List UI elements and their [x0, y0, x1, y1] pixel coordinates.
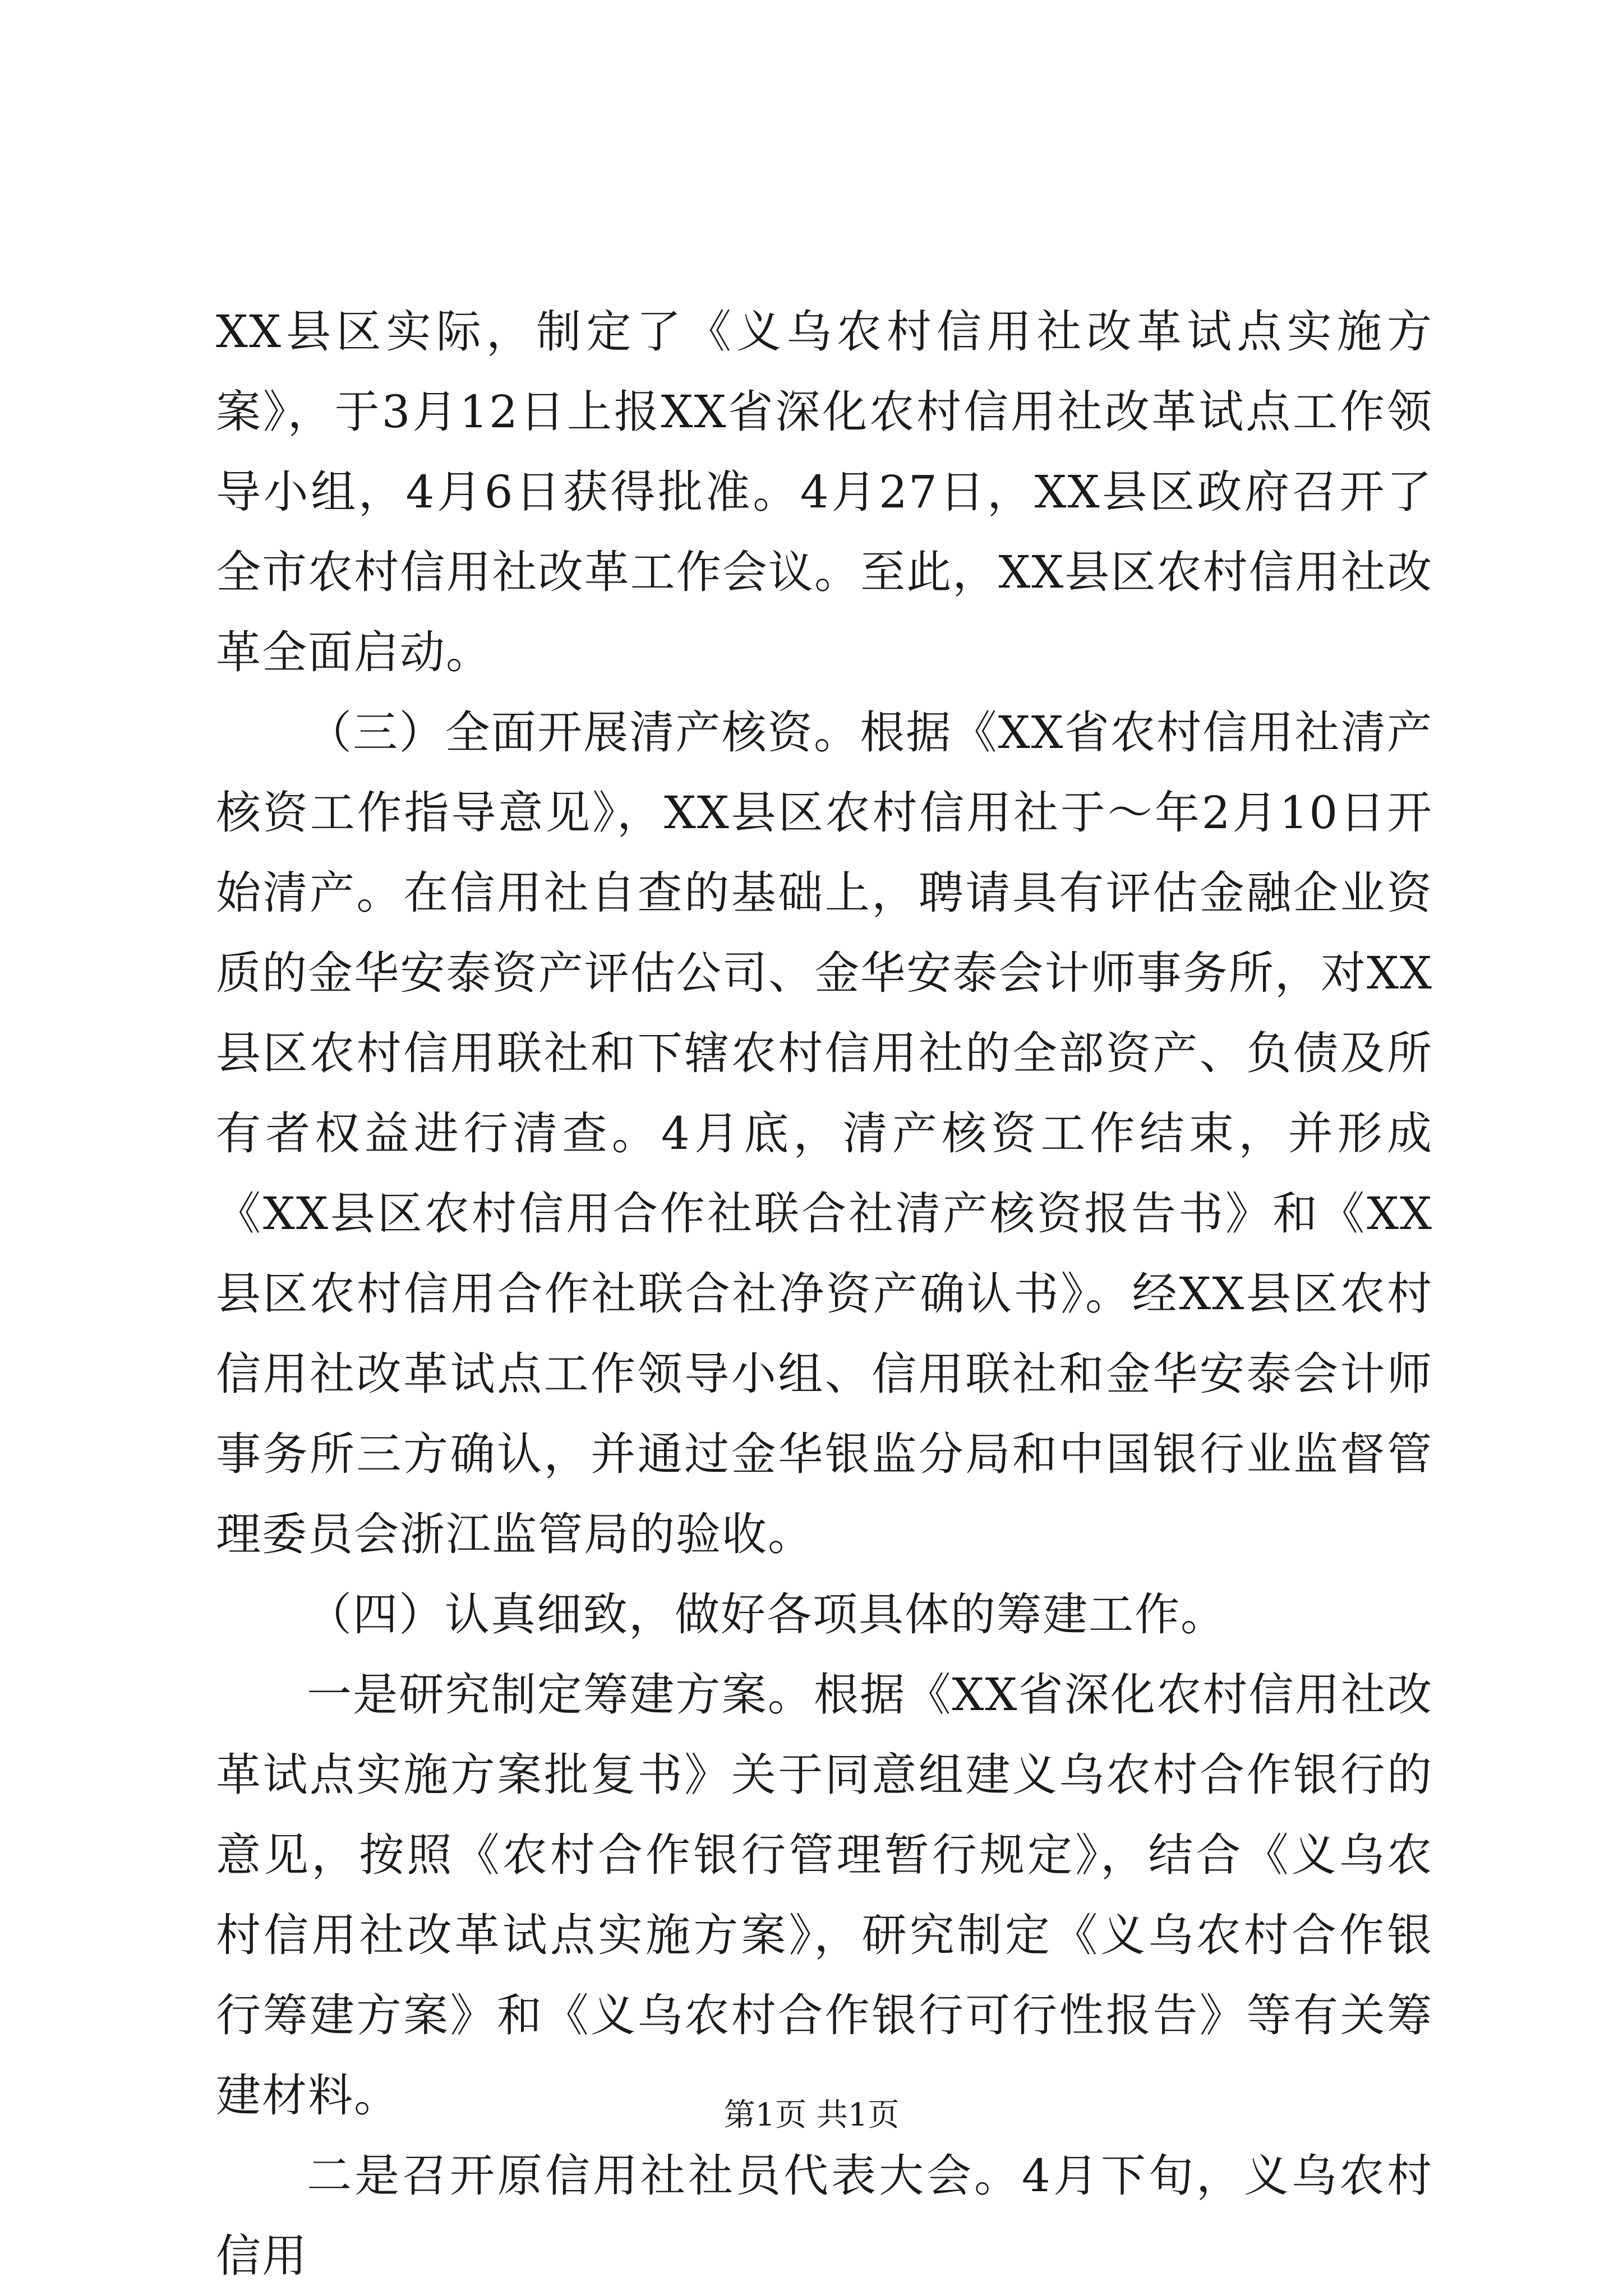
- page-number-label: 第1页 共1页: [723, 2097, 900, 2133]
- page-footer: [0, 2096, 1623, 2135]
- paragraph-section-three: （三）全面开展清产核资。根据《XX省农村信用社清产核资工作指导意见》，XX县区农村信用社于～年2月10日开始清产。在信用社自查的基础上，聘请具有评估金融企业资质的金华安泰资产评估公司、金华安泰会计师事务所，对XX县区农村信用联社和下辖农村信用社的全部资产、负债及所有者权益进行清查。4月底，清产核资工作结束，并形成《XX县区农村信用合作社联合社清产核资报告书》和《XX县区农村信用合作社联合社净资产确认书》。经XX县区农村信用社改革试点工作领导小组、信用联社和金华安泰会计师事务所三方确认，并通过金华银监分局和中国银行业监督管理委员会浙江监管局的验收。: [216, 706, 1433, 1560]
- paragraph-item-two: 二是召开原信用社社员代表大会。4月下旬，义乌农村信用: [216, 2150, 1433, 2282]
- paragraph-item-one: 一是研究制定筹建方案。根据《XX省深化农村信用社改革试点实施方案批复书》关于同意组建义乌农村合作银行的意见，按照《农村合作银行管理暂行规定》，结合《义乌农村信用社改革试点实施方案》，研究制定《义乌农村合作银行筹建方案》和《义乌农村合作银行可行性报告》等有关筹建材料。: [216, 1669, 1433, 2122]
- paragraph-section-four: （四）认真细致，做好各项具体的筹建工作。: [307, 1588, 1227, 1641]
- paragraph-continuation: XX县区实际，制定了《义乌农村信用社改革试点实施方案》，于3月12日上报XX省深化农村信用社改革试点工作领导小组，4月6日获得批准。4月27日，XX县区政府召开了全市农村信用社改革工作会议。至此，XX县区农村信用社改革全面启动。: [216, 306, 1433, 678]
- document-body: [216, 292, 1433, 2296]
